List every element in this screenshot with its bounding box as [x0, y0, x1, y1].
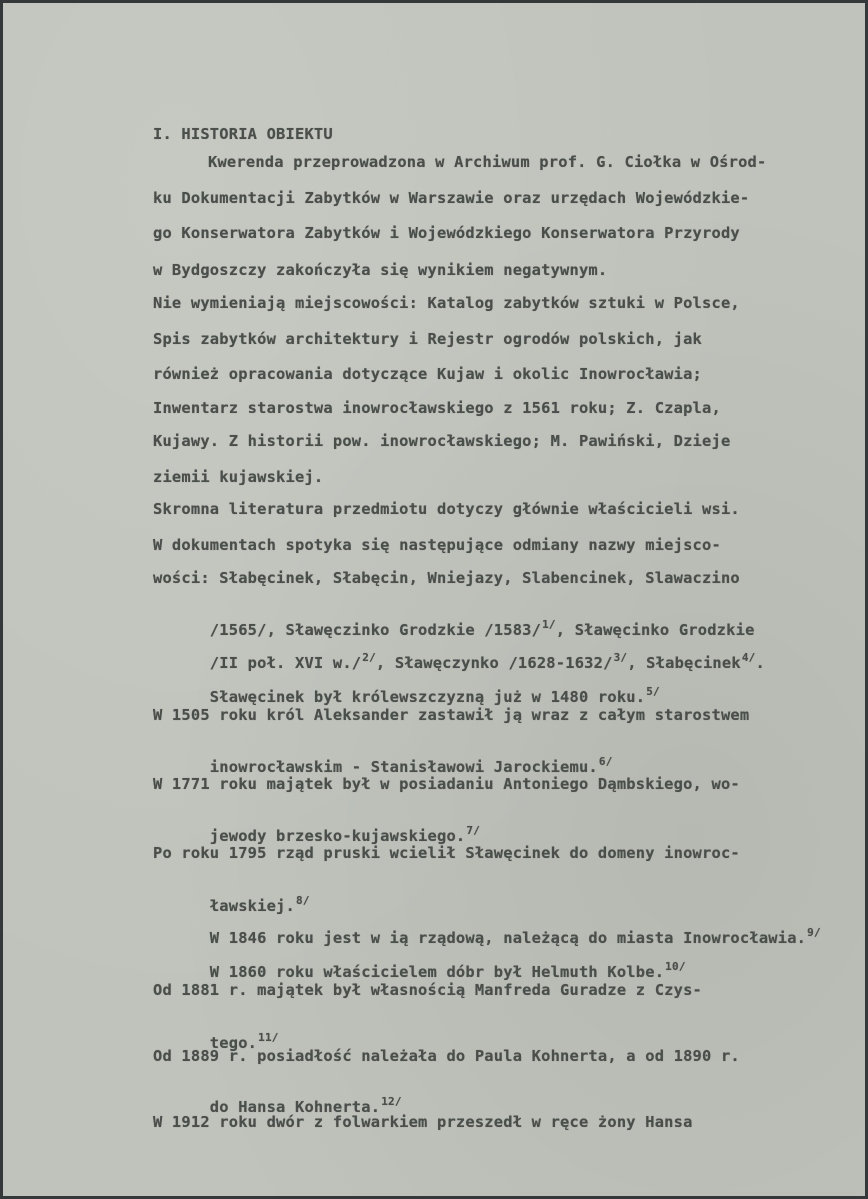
text-line: Nie wymieniają miejscowości: Katalog zabytków sztuki w Polsce, — [153, 294, 740, 312]
line-text: ławskiej. — [209, 897, 295, 915]
footnote-ref: 1/ — [542, 618, 556, 631]
line-text: Sławęcinek był królewszczyzną już w 1480 roku. — [209, 688, 646, 706]
text-line: Od 1889 r. posiadłość należała do Paula Kohnerta, a od 1890 r. — [153, 1047, 740, 1065]
text-line: ku Dokumentacji Zabytków w Warszawie oraz urzędach Wojewódzkie- — [153, 189, 750, 207]
line-text: , Sławęczynko /1628-1632/ — [375, 654, 613, 672]
line-text: W 1846 roku jest w ią rządową, należącą do miasta Inowrocławia. — [209, 929, 807, 947]
footnote-ref: 7/ — [466, 824, 481, 837]
footnote-ref: 10/ — [665, 960, 686, 973]
text-line: go Konserwatora Zabytków i Wojewódzkiego Konserwatora Przyrody — [153, 224, 740, 242]
text-line: Od 1881 r. majątek był własnością Manfreda Guradze z Czys- — [153, 981, 703, 999]
text-line: Kwerenda przeprowadzona w Archiwum prof. G. Ciołka w Ośrod- — [208, 153, 767, 171]
text-line: Kujawy. Z historii pow. inowrocławskiego; M. Pawiński, Dzieje — [153, 432, 731, 450]
text-line: Po roku 1795 rząd pruski wcielił Sławęcinek do domeny inowroc- — [153, 844, 740, 862]
line-text: , Sławęcinko Grodzkie — [555, 621, 755, 639]
text-line: Inwentarz starostwa inowrocławskiego z 1561 roku; Z. Czapla, — [153, 399, 721, 417]
text-line: w Bydgoszczy zakończyła się wynikiem negatywnym. — [153, 261, 608, 279]
footnote-ref: 12/ — [381, 1095, 402, 1108]
footnote-ref: 4/ — [741, 651, 756, 664]
text-line: ziemii kujawskiej. — [153, 468, 324, 486]
text-line: W 1505 roku król Aleksander zastawił ją wraz z całym starostwem — [153, 706, 750, 724]
text-line: Spis zabytków architektury i Rejestr ogrodów polskich, jak — [153, 330, 703, 348]
line-text: jewody brzesko-kujawskiego. — [209, 827, 466, 845]
footnote-ref: 3/ — [613, 651, 628, 664]
line-text: /II poł. XVI w./ — [209, 654, 362, 672]
footnote-ref: 9/ — [807, 926, 821, 939]
line-text: , Słabęcinek — [627, 654, 741, 672]
footnote-ref: 8/ — [296, 894, 310, 907]
text-line: Skromna literatura przedmiotu dotyczy głównie właścicieli wsi. — [153, 500, 740, 518]
line-text: tego. — [209, 1034, 258, 1052]
text-line: W 1912 roku dwór z folwarkiem przeszedł w ręce żony Hansa — [153, 1113, 693, 1131]
line-text: /1565/, Sławęczinko Grodzkie /1583/ — [209, 621, 542, 639]
line-text: inowrocławskim - Stanisławowi Jarockiemu. — [209, 758, 598, 776]
line-text: do Hansa Kohnerta. — [209, 1098, 381, 1116]
section-heading: I. HISTORIA OBIEKTU — [153, 125, 333, 143]
footnote-ref: 5/ — [646, 685, 660, 698]
line-text: . — [755, 654, 765, 672]
footnote-ref: 2/ — [362, 651, 376, 664]
footnote-ref: 11/ — [258, 1031, 279, 1044]
text-line: wości: Słabęcinek, Słabęcin, Wniejazy, Slabencinek, Slawaczino — [153, 569, 740, 587]
line-text: W 1860 roku właścicielem dóbr był Helmuth Kolbe. — [209, 963, 665, 981]
text-line: W dokumentach spotyka się następujące odmiany nazwy miejsco- — [153, 536, 721, 554]
text-line: również opracowania dotyczące Kujaw i okolic Inowrocławia; — [153, 365, 703, 383]
footnote-ref: 6/ — [598, 755, 613, 768]
text-line: W 1771 roku majątek był w posiadaniu Antoniego Dąmbskiego, wo- — [153, 775, 740, 793]
